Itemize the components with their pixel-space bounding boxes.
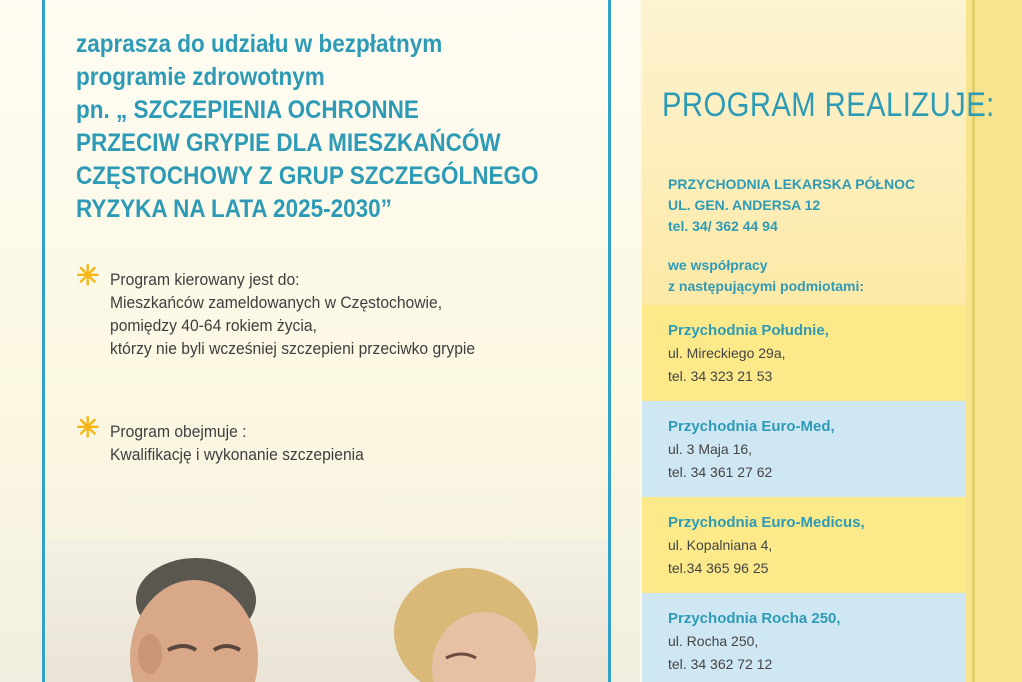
main-clinic-phone: tel. 34/ 362 44 94 bbox=[668, 218, 778, 234]
middle-divider bbox=[608, 0, 611, 682]
heading-line: programie zdrowotnym bbox=[76, 63, 325, 91]
bullet-line: Program kierowany jest do: bbox=[110, 270, 300, 289]
bullet-line: pomiędzy 40-64 rokiem życia, bbox=[110, 316, 317, 335]
clinic-box-euro-med bbox=[642, 401, 966, 497]
clinic-address: ul. Rocha 250, bbox=[668, 633, 759, 649]
heading-line: pn. „ SZCZEPIENIA OCHRONNE bbox=[76, 96, 419, 124]
cooperation-note bbox=[668, 255, 864, 297]
clinic-phone: tel. 34 323 21 53 bbox=[668, 368, 773, 384]
heading-line: RYZYKA NA LATA 2025-2030” bbox=[76, 195, 392, 223]
clinic-name: Przychodnia Euro-Medicus, bbox=[668, 514, 865, 531]
clinic-name: Przychodnia Euro-Med, bbox=[668, 418, 835, 435]
clinic-name: Przychodnia Rocha 250, bbox=[668, 610, 841, 627]
clinic-box-rocha bbox=[642, 593, 966, 682]
main-clinic-address: UL. GEN. ANDERSA 12 bbox=[668, 197, 821, 213]
clinic-address: ul. 3 Maja 16, bbox=[668, 441, 753, 457]
asterisk-icon: ✳ bbox=[76, 260, 100, 291]
clinic-phone: tel. 34 362 72 12 bbox=[668, 656, 773, 672]
cooperation-line: we współpracy bbox=[668, 257, 768, 273]
cooperation-line: z następującymi podmiotami: bbox=[668, 278, 865, 294]
main-clinic bbox=[668, 174, 915, 237]
clinic-box-euro-medicus bbox=[642, 497, 966, 593]
bullet-line: Kwalifikację i wykonanie szczepienia bbox=[110, 445, 364, 464]
clinic-phone: tel. 34 361 27 62 bbox=[668, 464, 773, 480]
heading-line: CZĘSTOCHOWY Z GRUP SZCZEGÓLNEGO bbox=[76, 162, 539, 190]
asterisk-icon: ✳ bbox=[76, 412, 100, 443]
program-realizuje-title: PROGRAM REALIZUJE: bbox=[662, 86, 995, 124]
heading-line: zaprasza do udziału w bezpłatnym bbox=[76, 30, 443, 58]
heading-line: PRZECIW GRYPIE DLA MIESZKAŃCÓW bbox=[76, 129, 501, 157]
clinic-name: Przychodnia Południe, bbox=[668, 322, 829, 339]
bullet-line: Mieszkańców zameldowanych w Częstochowie, bbox=[110, 293, 443, 312]
left-divider bbox=[42, 0, 45, 682]
clinic-phone: tel.34 365 96 25 bbox=[668, 560, 769, 576]
couple-photo bbox=[46, 540, 608, 682]
bullet-line: którzy nie byli wcześniej szczepieni przeciwko grypie bbox=[110, 339, 476, 358]
clinic-address: ul. Mireckiego 29a, bbox=[668, 345, 786, 361]
main-clinic-name: PRZYCHODNIA LEKARSKA PÓŁNOC bbox=[668, 176, 916, 192]
program-heading bbox=[76, 28, 544, 226]
clinic-box-poludnie bbox=[642, 305, 966, 401]
clinic-address: ul. Kopalniana 4, bbox=[668, 537, 773, 553]
bullet-line: Program obejmuje : bbox=[110, 422, 247, 441]
target-group-bullet bbox=[76, 260, 507, 360]
program-scope-bullet bbox=[76, 412, 386, 466]
